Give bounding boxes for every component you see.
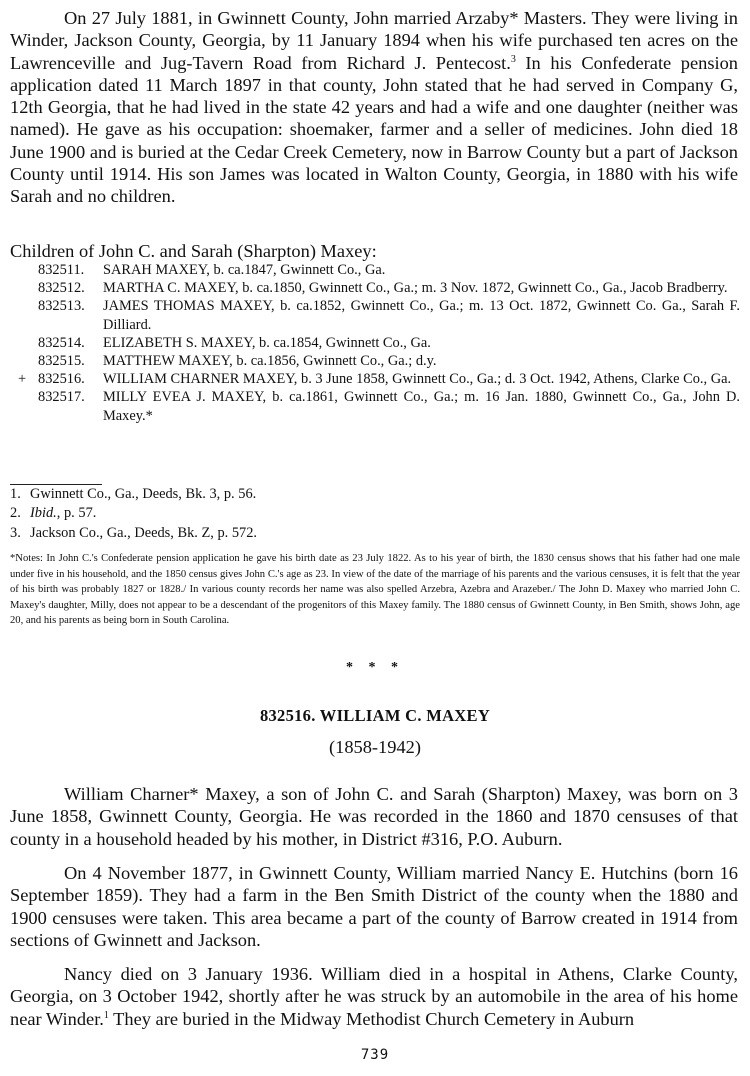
- child-text: WILLIAM CHARNER MAXEY, b. 3 June 1858, Gwinnett Co., Ga.; d. 3 Oct. 1942, Athens, Clarke Co., Ga.: [103, 371, 732, 388]
- intro-text-continued: In his Confederate pension application dated 11 March 1897 in that county, John stated that he had served in Company G, 12th Georgia, that he had lived in the state 42 years and had a wife and one daughter (neither was named). He gave as his occupation: shoemaker, farmer and a seller of medicines. John died 18 June 1900 and is buried at the Cedar Creek Cemetery, now in Barrow County but a part of Jackson County until 1914. His son James was located in Walton County, Georgia, in 1880 with his wife Sarah and no children.: [10, 52, 738, 207]
- child-number: 832517.: [38, 389, 85, 406]
- section-text-continued: They are buried in the Midway Methodist Church Cemetery in Auburn: [108, 1008, 635, 1029]
- footnote-text: Jackson Co., Ga., Deeds, Bk. Z, p. 572.: [30, 524, 258, 541]
- footnote-number: 3.: [10, 524, 21, 541]
- notes-paragraph: *Notes: In John C.'s Confederate pension application he gave his birth date as 23 July 1822. As to his year of birth, the 1830 census shows that his father had one male under five in his household, and the 1850 census gives John C.'s age as 23. In view of the date of the marriage of his parents and the various censuses, it is felt that the year of his birth was probably 1827 or 1828./ In various county records her name was also spelled Arzebra, Azebra and Arazeber./ The John D. Maxey who married John C. Maxey's daughter, Milly, does not appear to be a descendant of the progenitors of this Maxey family. The 1880 census of Gwinnett County, in Ben Smith, shows John, age 20, and his parents as being born in South Carolina.: [10, 553, 740, 626]
- page-number: 739: [360, 1047, 390, 1063]
- descendant-marker: +: [18, 371, 27, 388]
- footnote-ref: 3: [510, 53, 516, 65]
- child-number: 832511.: [38, 262, 85, 278]
- section-paragraph: On 4 November 1877, in Gwinnett County, William married Nancy E. Hutchins (born 16 September 1859). They had a farm in the Ben Smith District of the county when the 1880 and 1900 censuses were taken. This area became a part of the county of Barrow created in 1914 from sections of Gwinnett and Jackson.: [10, 863, 738, 950]
- footnote-number: 2.: [10, 505, 21, 522]
- section-paragraph: William Charner* Maxey, a son of John C. and Sarah (Sharpton) Maxey, was born on 3 June 1858, Gwinnett County, Georgia. He was recorded in the 1860 and 1870 censuses of that county in a household headed by his mother, in District #316, P.O. Auburn.: [10, 784, 738, 849]
- section-separator: * * *: [346, 660, 404, 675]
- child-entry: [10, 370, 740, 388]
- footnote: [10, 524, 257, 543]
- section-dates: (1858-1942): [329, 737, 421, 757]
- child-text: JAMES THOMAS MAXEY, b. ca.1852, Gwinnett Co., Ga.; m. 13 Oct. 1872, Gwinnett Co. Ga., Sarah F. Dilliard.: [103, 298, 740, 333]
- child-number: 832516.: [38, 371, 85, 388]
- child-text: SARAH MAXEY, b. ca.1847, Gwinnett Co., Ga.: [103, 262, 386, 278]
- footnote-italic: Ibid.: [30, 505, 57, 522]
- child-entry: [10, 261, 740, 279]
- footnote: [10, 504, 257, 523]
- section-paragraph: [10, 963, 738, 1030]
- section-title: 832516. WILLIAM C. MAXEY: [259, 706, 491, 725]
- footnote-number: 1.: [10, 486, 21, 502]
- child-entry: [10, 352, 740, 370]
- child-text: MARTHA C. MAXEY, b. ca.1850, Gwinnett Co., Ga.; m. 3 Nov. 1872, Gwinnett Co., Ga., Jacob Bradberry.: [103, 280, 728, 297]
- section-text: Nancy died on 3 January 1936. William died in a hospital in Athens, Clarke County, Georgia, on 3 October 1942, shortly after he was struck by an automobile in the area of his home near Winder.: [10, 964, 738, 1029]
- footnote-ref: 1: [103, 1009, 109, 1021]
- child-number: 832513.: [38, 298, 85, 315]
- child-entry: [10, 388, 740, 424]
- footnote-text: , p. 57.: [56, 505, 97, 522]
- footnotes: [10, 485, 257, 543]
- children-list: [10, 261, 740, 425]
- children-heading: Children of John C. and Sarah (Sharpton) Maxey:: [10, 241, 377, 261]
- footnote: [10, 485, 257, 504]
- child-entry: [10, 297, 740, 333]
- footnote-text: Gwinnett Co., Ga., Deeds, Bk. 3, p. 56.: [30, 486, 257, 502]
- child-number: 832514.: [38, 334, 85, 351]
- child-entry: [10, 279, 740, 297]
- child-text: MILLY EVEA J. MAXEY, b. ca.1861, Gwinnett Co., Ga.; m. 16 Jan. 1880, Gwinnett Co., Ga., John D. Maxey.*: [103, 389, 740, 424]
- child-text: MATTHEW MAXEY, b. ca.1856, Gwinnett Co., Ga.; d.y.: [103, 353, 437, 370]
- intro-paragraph: [10, 7, 738, 208]
- child-number: 832515.: [38, 353, 85, 370]
- child-text: ELIZABETH S. MAXEY, b. ca.1854, Gwinnett Co., Ga.: [103, 334, 431, 351]
- child-entry: [10, 334, 740, 352]
- child-number: 832512.: [38, 280, 85, 297]
- intro-text: On 27 July 1881, in Gwinnett County, John married Arzaby* Masters. They were living in Winder, Jackson County, Georgia, by 11 January 1894 when his wife purchased ten acres on the Lawrenceville and Jug-Tavern Road from Richard J. Pentecost.: [10, 8, 738, 73]
